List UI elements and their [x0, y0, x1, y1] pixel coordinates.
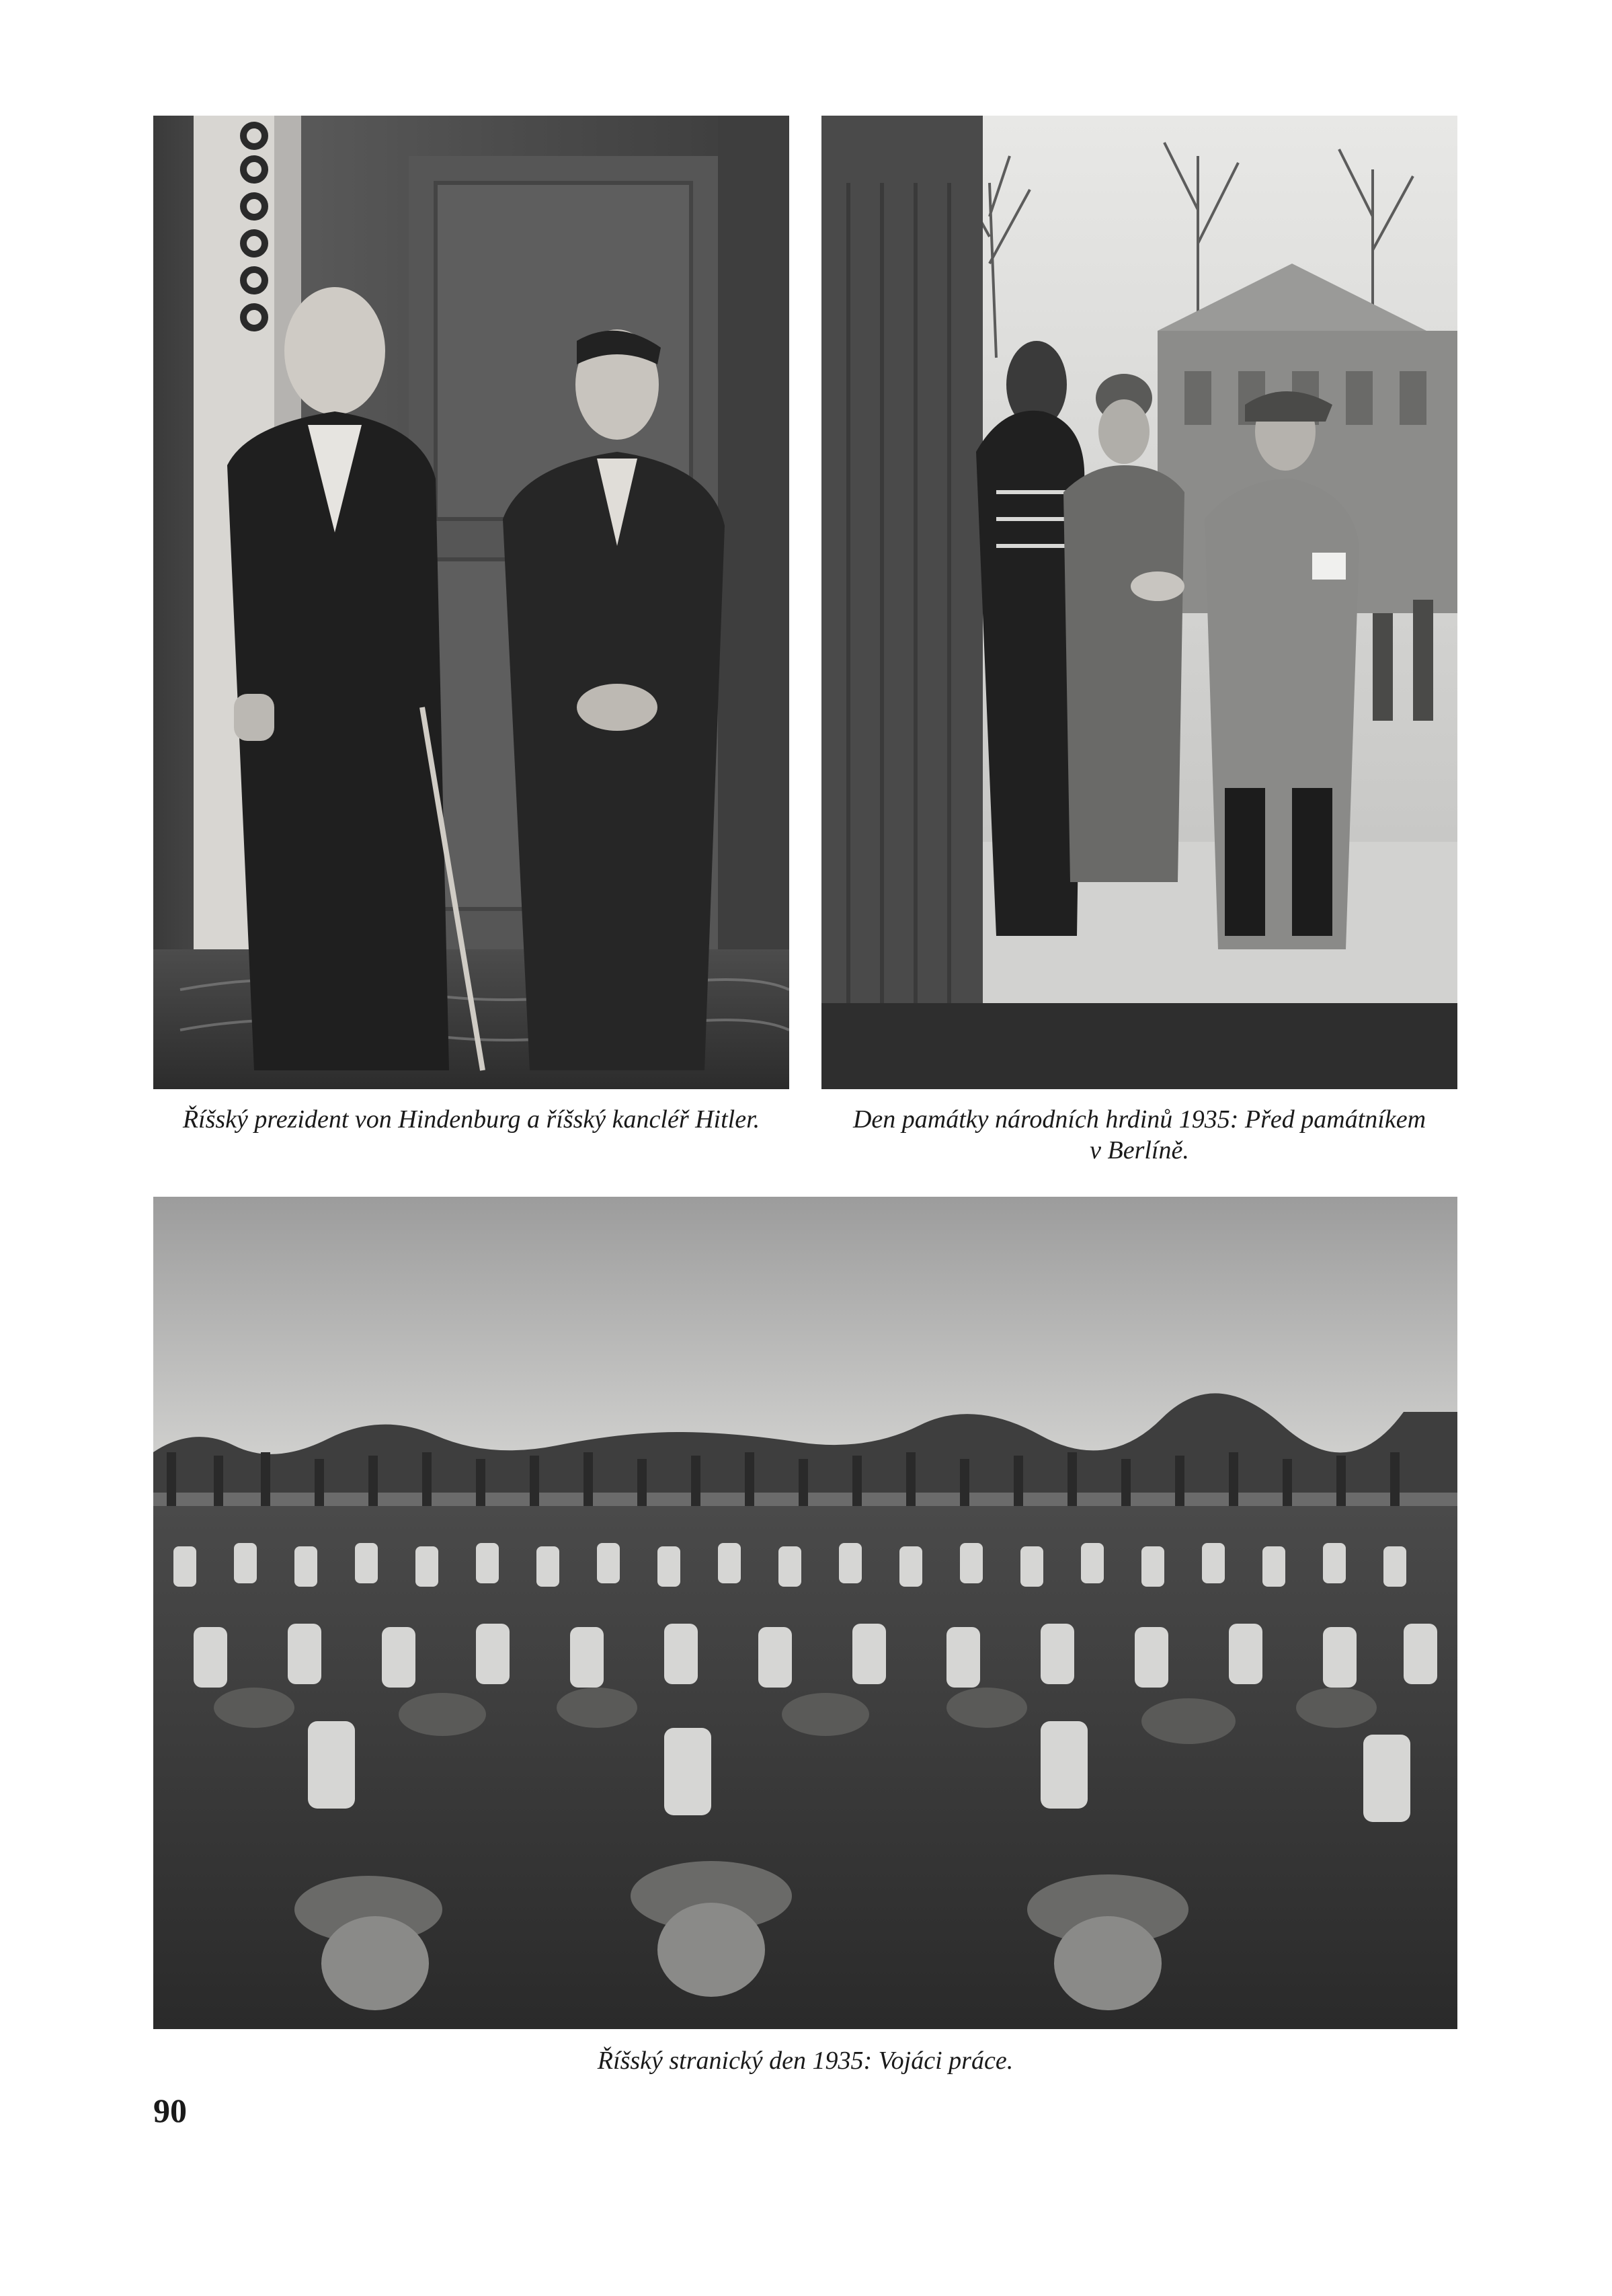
photo-party-rally-image — [153, 1197, 1457, 2029]
photo-party-rally — [153, 1197, 1457, 2029]
photo-memorial-day-image — [821, 116, 1457, 1089]
caption-hindenburg-hitler — [153, 1104, 789, 1135]
photo-hindenburg-hitler — [153, 116, 789, 1089]
caption-memorial-day — [821, 1104, 1457, 1166]
photo-memorial-day — [821, 116, 1457, 1089]
caption-party-rally-text: Říšský stranický den 1935: Vojáci práce. — [597, 2047, 1014, 2075]
caption-hindenburg-hitler-text: Říšský prezident von Hindenburg a říšský kancléř Hitler. — [182, 1105, 760, 1134]
caption-memorial-day-line2: v Berlíně. — [1090, 1136, 1189, 1164]
photo-hindenburg-hitler-image — [153, 116, 789, 1089]
page-number: 90 — [153, 2092, 187, 2129]
caption-party-rally — [153, 2045, 1457, 2076]
caption-memorial-day-line1: Den památky národních hrdinů 1935: Před památníkem — [852, 1105, 1426, 1134]
